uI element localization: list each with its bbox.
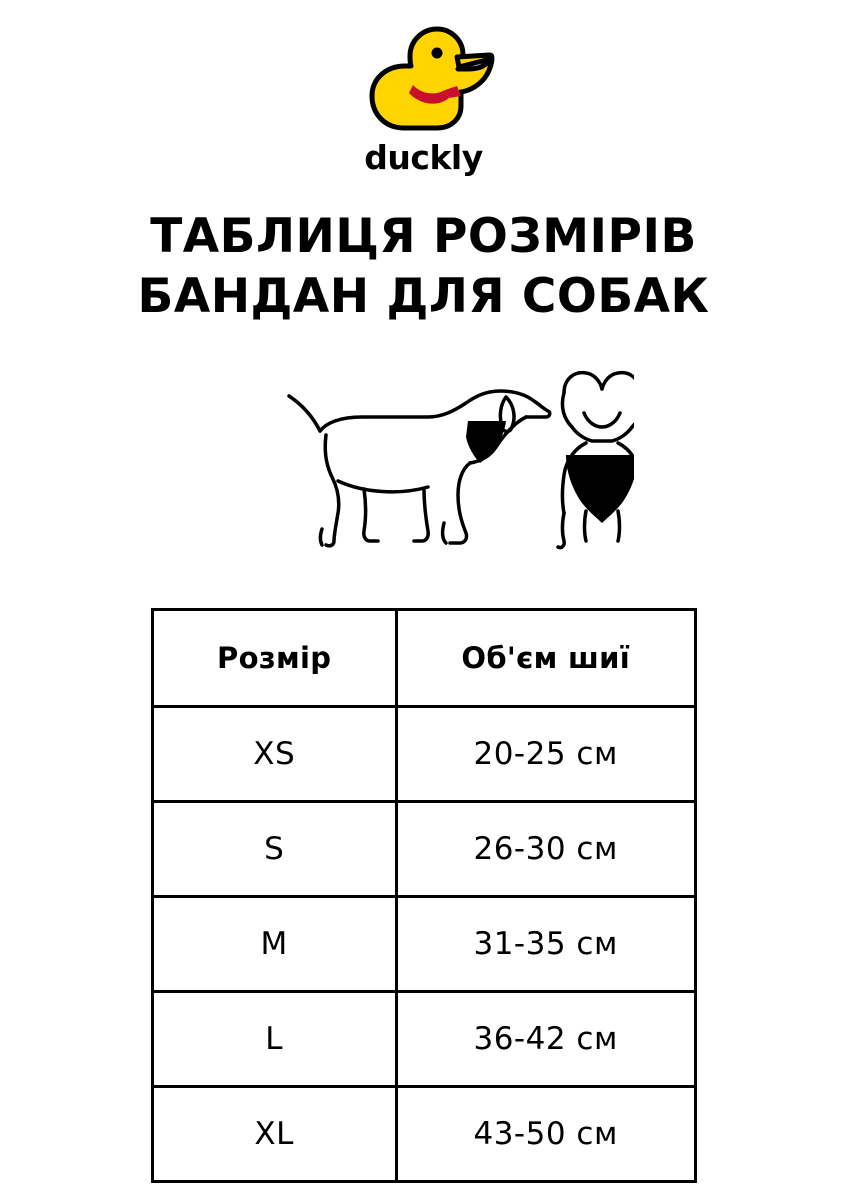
- cell-size: S: [152, 802, 396, 897]
- cell-neck: 43-50 см: [396, 1087, 695, 1182]
- table-row: [152, 1087, 695, 1182]
- page-title-line-2: БАНДАН ДЛЯ СОБАК: [137, 269, 710, 325]
- dog-side-view-icon: [289, 391, 550, 546]
- table-row: [152, 802, 695, 897]
- table-header-row: [152, 610, 695, 707]
- table-row: [152, 897, 695, 992]
- cell-neck: 26-30 см: [396, 802, 695, 897]
- cell-neck: 31-35 см: [396, 897, 695, 992]
- size-table: [151, 608, 697, 1183]
- table-row: [152, 992, 695, 1087]
- page-title-line-1: ТАБЛИЦЯ РОЗМІРІВ: [150, 209, 697, 264]
- dog-illustration: [214, 361, 634, 576]
- bandana-front-shape: [566, 455, 634, 523]
- brand-wordmark: duckly: [364, 138, 483, 177]
- page-title: [138, 207, 710, 327]
- duck-icon: [349, 22, 499, 142]
- cell-neck: 36-42 см: [396, 992, 695, 1087]
- cell-size: XL: [152, 1087, 396, 1182]
- cell-neck: 20-25 см: [396, 707, 695, 802]
- cell-size: M: [152, 897, 396, 992]
- table-header-neck: Об'єм шиї: [396, 610, 695, 707]
- cell-size: L: [152, 992, 396, 1087]
- brand-logo: [349, 22, 499, 177]
- cell-size: XS: [152, 707, 396, 802]
- table-header-size: Розмір: [152, 610, 396, 707]
- table-row: [152, 707, 695, 802]
